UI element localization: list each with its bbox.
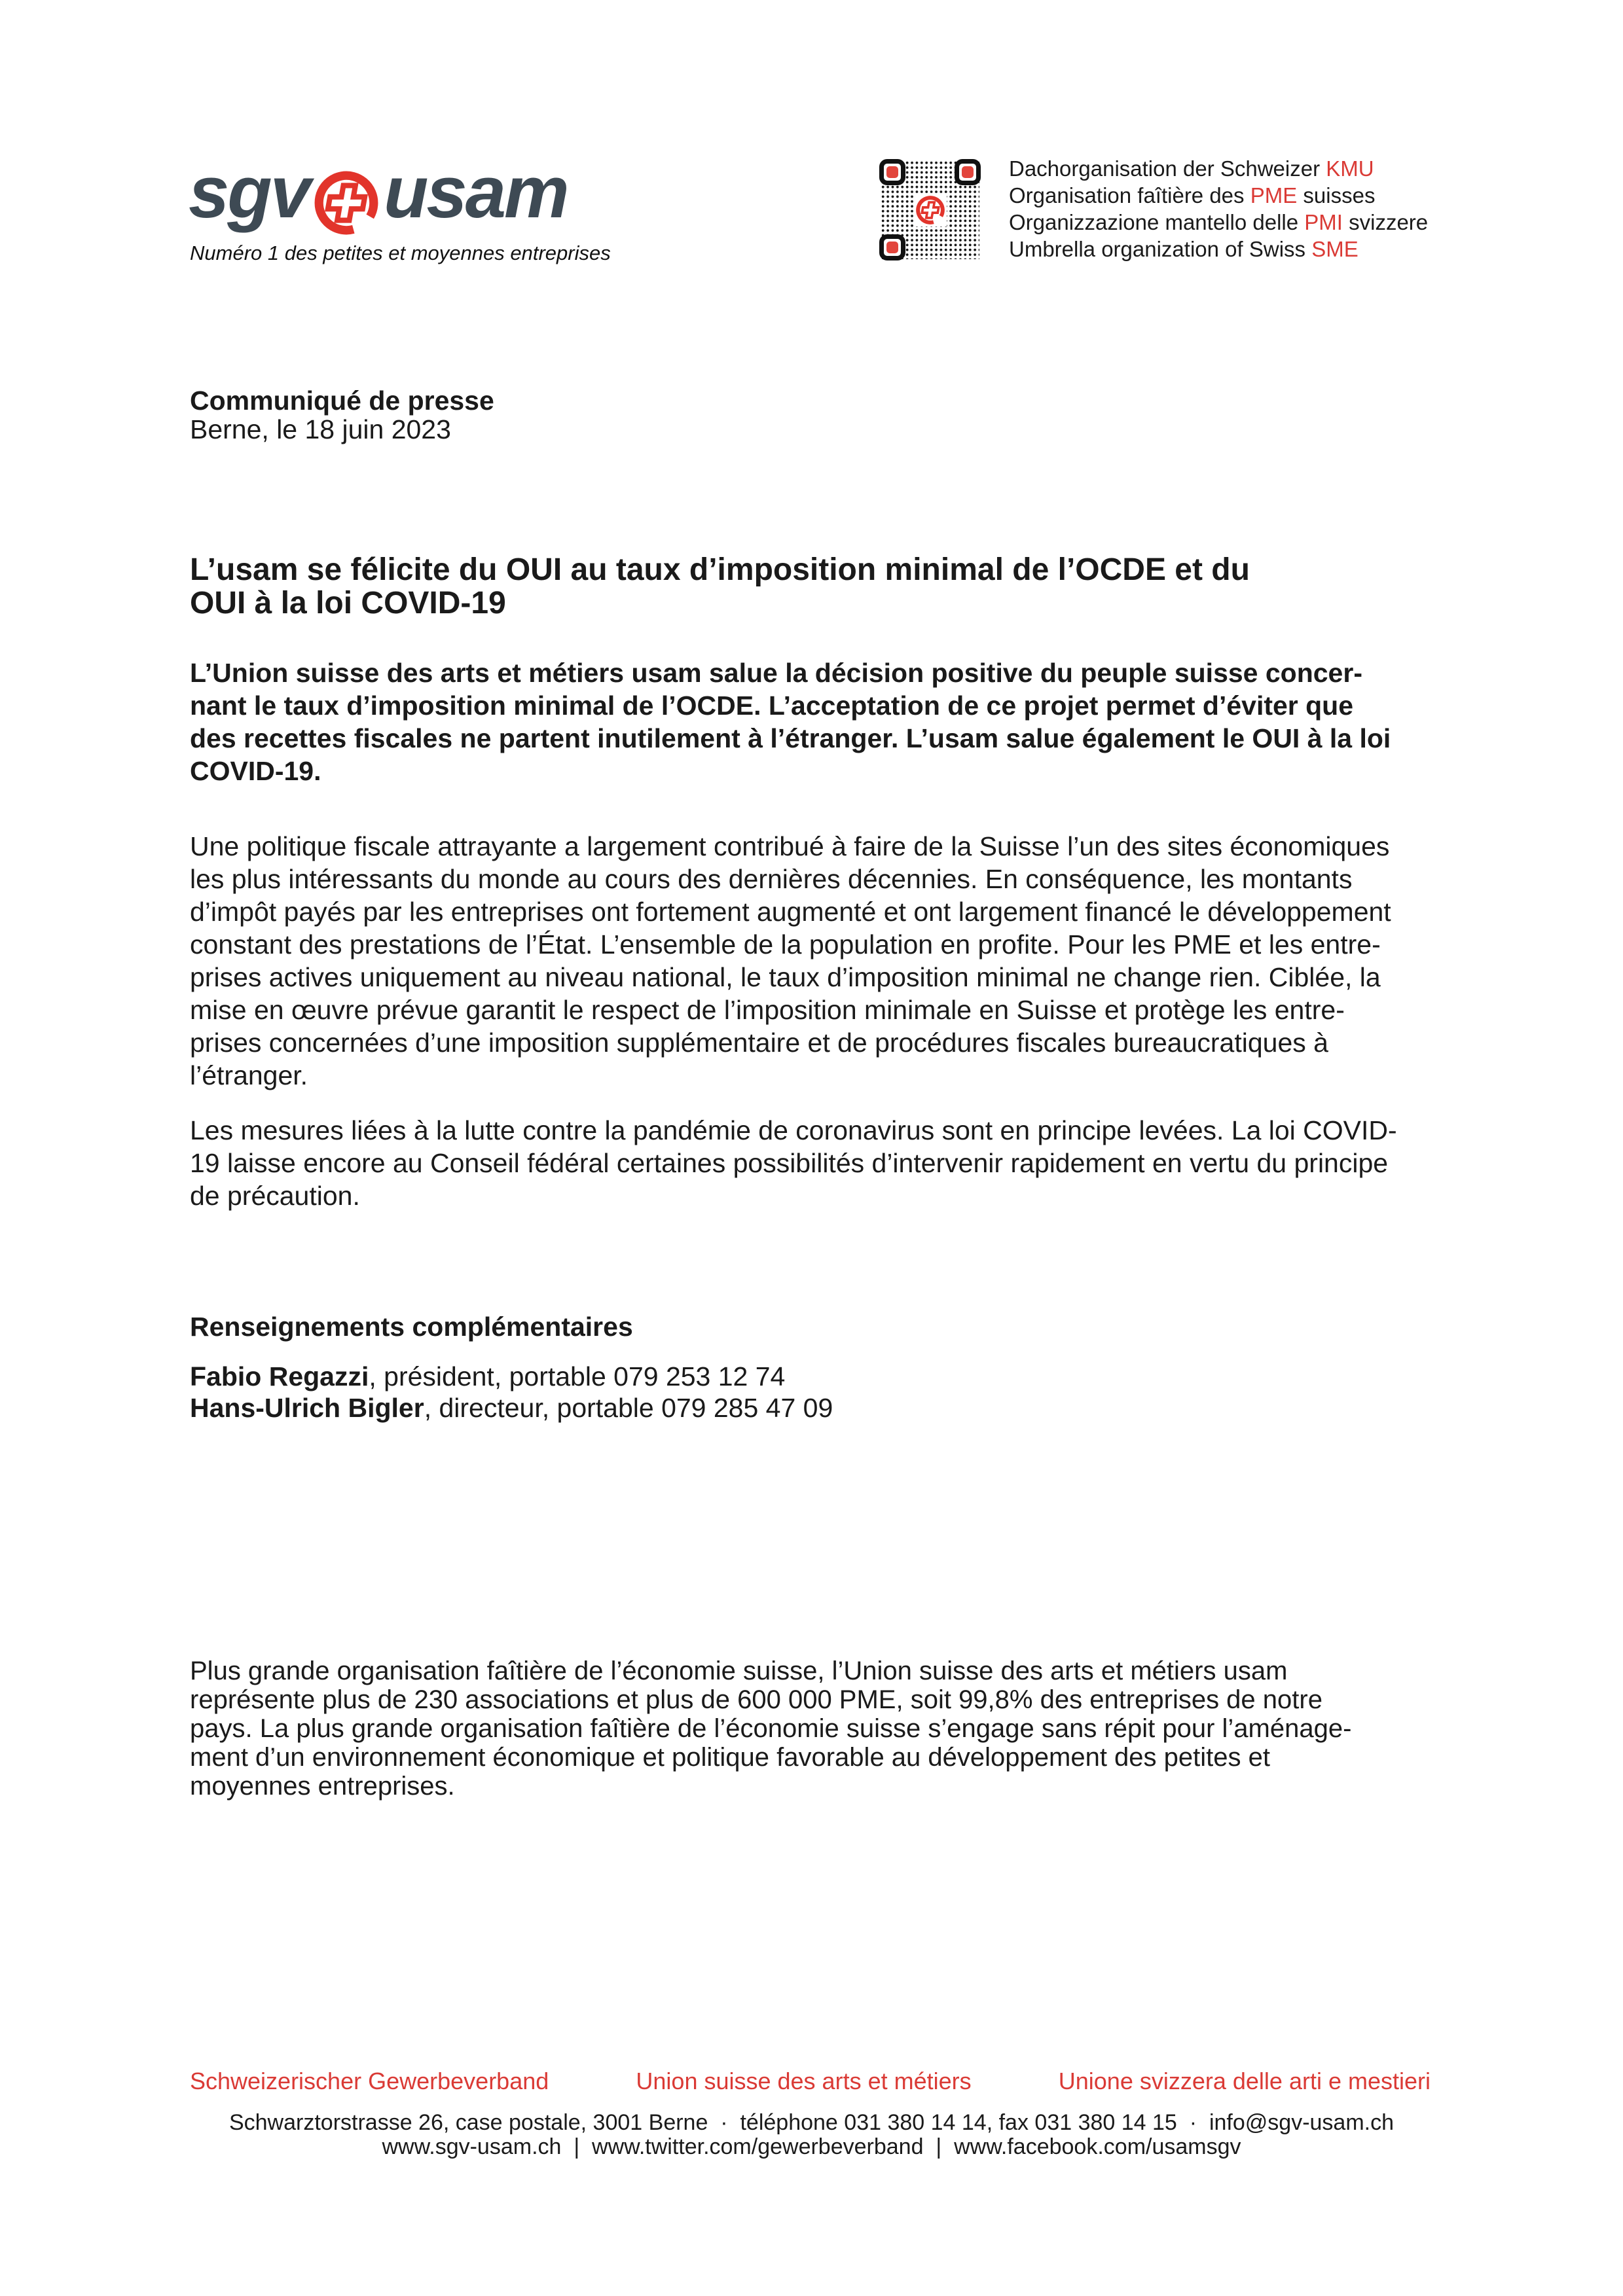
org-line-de-acronym: KMU	[1326, 156, 1374, 181]
body-paragraph-2	[190, 1114, 1397, 1212]
org-line-en-acronym: SME	[1311, 237, 1359, 261]
text-line: Plus grande organisation faîtière de l’économie suisse, l’Union suisse des arts et métiers usam	[190, 1657, 1288, 1685]
text-line: de précaution.	[190, 1181, 360, 1211]
logo-tagline: Numéro 1 des petites et moyennes entreprises	[190, 242, 611, 264]
org-line-fr	[1009, 182, 1428, 209]
dateline-block	[190, 386, 494, 444]
title-line: L’usam se félicite du OUI au taux d’imposition minimal de l’OCDE et du	[190, 552, 1250, 587]
org-line-it	[1009, 209, 1428, 236]
lead-paragraph	[190, 656, 1391, 787]
org-line-de	[1009, 155, 1428, 182]
text-line: moyennes entreprises.	[190, 1772, 455, 1801]
title-line: OUI à la loi COVID-19	[190, 586, 506, 620]
org-line-it-acronym: PMI	[1304, 210, 1343, 234]
text-line: prises concernées d’une imposition supplémentaire et de procédures fiscales bureaucratiques à	[190, 1028, 1328, 1058]
text-line: Une politique fiscale attrayante a largement contribué à faire de la Suisse l’un des sites économiques	[190, 831, 1390, 861]
contact-name: Fabio Regazzi	[190, 1361, 369, 1391]
dateline: Berne, le 18 juin 2023	[190, 414, 451, 444]
body-paragraph-1	[190, 830, 1391, 1092]
org-line-fr-text: Organisation faîtière des	[1009, 183, 1250, 207]
logo-word-sgv: sgv	[189, 151, 309, 233]
logo-word-usam: usam	[384, 151, 568, 233]
org-line-it-text: Organizzazione mantello delle	[1009, 210, 1305, 234]
org-line-fr-acronym: PME	[1250, 183, 1298, 207]
contacts-heading	[190, 1311, 633, 1342]
org-description-lines	[1009, 155, 1428, 262]
contact-person	[190, 1392, 833, 1424]
text-line: mise en œuvre prévue garantit le respect de l’imposition minimale en Suisse et protège les entre-	[190, 995, 1345, 1025]
footer-address: Schwarztorstrasse 26, case postale, 3001 Berne · téléphone 031 380 14 14, fax 031 380 14 15 · info@sgv-usam.ch	[228, 2110, 1395, 2135]
footer-org-de: Schweizerischer Gewerbeverband	[190, 2068, 549, 2094]
footer-org-it: Unione svizzera delle arti e mestieri	[1058, 2068, 1431, 2094]
text-line: constant des prestations de l’État. L’ensemble de la population en profite. Pour les PME et les entre-	[190, 929, 1381, 960]
text-line: COVID-19.	[190, 756, 321, 786]
footer-web-links: www.sgv-usam.ch | www.twitter.com/gewerbeverband | www.facebook.com/usamsgv	[382, 2134, 1241, 2159]
contact-person	[190, 1361, 833, 1392]
sgv-usam-logo	[189, 148, 568, 236]
qr-center-logo	[913, 193, 947, 226]
text-line: ment d’un environnement économique et politique favorable au développement des petites et	[190, 1743, 1270, 1772]
contacts-list	[190, 1361, 833, 1424]
contacts-heading-text: Renseignements complémentaires	[190, 1312, 633, 1342]
footer-org-fr: Union suisse des arts et métiers	[636, 2068, 972, 2094]
text-line: l’étranger.	[190, 1060, 308, 1090]
text-line: 19 laisse encore au Conseil fédéral certaines possibilités d’intervenir rapidement en vertu du principe	[190, 1148, 1389, 1178]
org-line-en	[1009, 236, 1428, 262]
boilerplate-paragraph	[190, 1657, 1351, 1801]
contact-details: , président, portable 079 253 12 74	[369, 1361, 786, 1391]
doc-type: Communiqué de presse	[190, 386, 494, 416]
text-line: L’Union suisse des arts et métiers usam salue la décision positive du peuple suisse concer-	[190, 658, 1362, 688]
text-line: prises actives uniquement au niveau national, le taux d’imposition minimal ne change rien. Ciblée, la	[190, 962, 1381, 992]
org-line-it-suffix: svizzere	[1342, 210, 1429, 234]
org-line-en-text: Umbrella organization of Swiss	[1009, 237, 1312, 261]
qr-code	[879, 159, 981, 260]
text-line: représente plus de 230 associations et plus de 600 000 PME, soit 99,8% des entreprises de notre	[190, 1685, 1322, 1714]
page-title	[190, 553, 1250, 620]
footer-org-names	[190, 2068, 1431, 2094]
contact-name: Hans-Ulrich Bigler	[190, 1393, 424, 1423]
text-line: les plus intéressants du monde au cours des dernières décennies. En conséquence, les montants	[190, 864, 1353, 894]
contact-details: , directeur, portable 079 285 47 09	[424, 1393, 833, 1423]
text-line: nant le taux d’imposition minimal de l’OCDE. L’acceptation de ce projet permet d’éviter que	[190, 691, 1354, 721]
text-line: pays. La plus grande organisation faîtière de l’économie suisse s’engage sans répit pour l’aménage-	[190, 1714, 1352, 1743]
qr-finder-top-right	[955, 159, 981, 185]
qr-finder-top-left	[879, 159, 905, 185]
qr-finder-bottom-left	[879, 234, 905, 260]
org-line-fr-suffix: suisses	[1297, 183, 1376, 207]
text-line: d’impôt payés par les entreprises ont fortement augmenté et ont largement financé le développement	[190, 897, 1391, 927]
org-line-de-text: Dachorganisation der Schweizer	[1009, 156, 1326, 181]
swiss-cross-at-icon	[313, 170, 380, 236]
text-line: des recettes fiscales ne partent inutilement à l’étranger. L’usam salue également le OUI à la loi	[190, 723, 1391, 753]
text-line: Les mesures liées à la lutte contre la pandémie de coronavirus sont en principe levées. La loi COVID-	[190, 1115, 1397, 1145]
swiss-cross-at-icon	[915, 195, 945, 225]
